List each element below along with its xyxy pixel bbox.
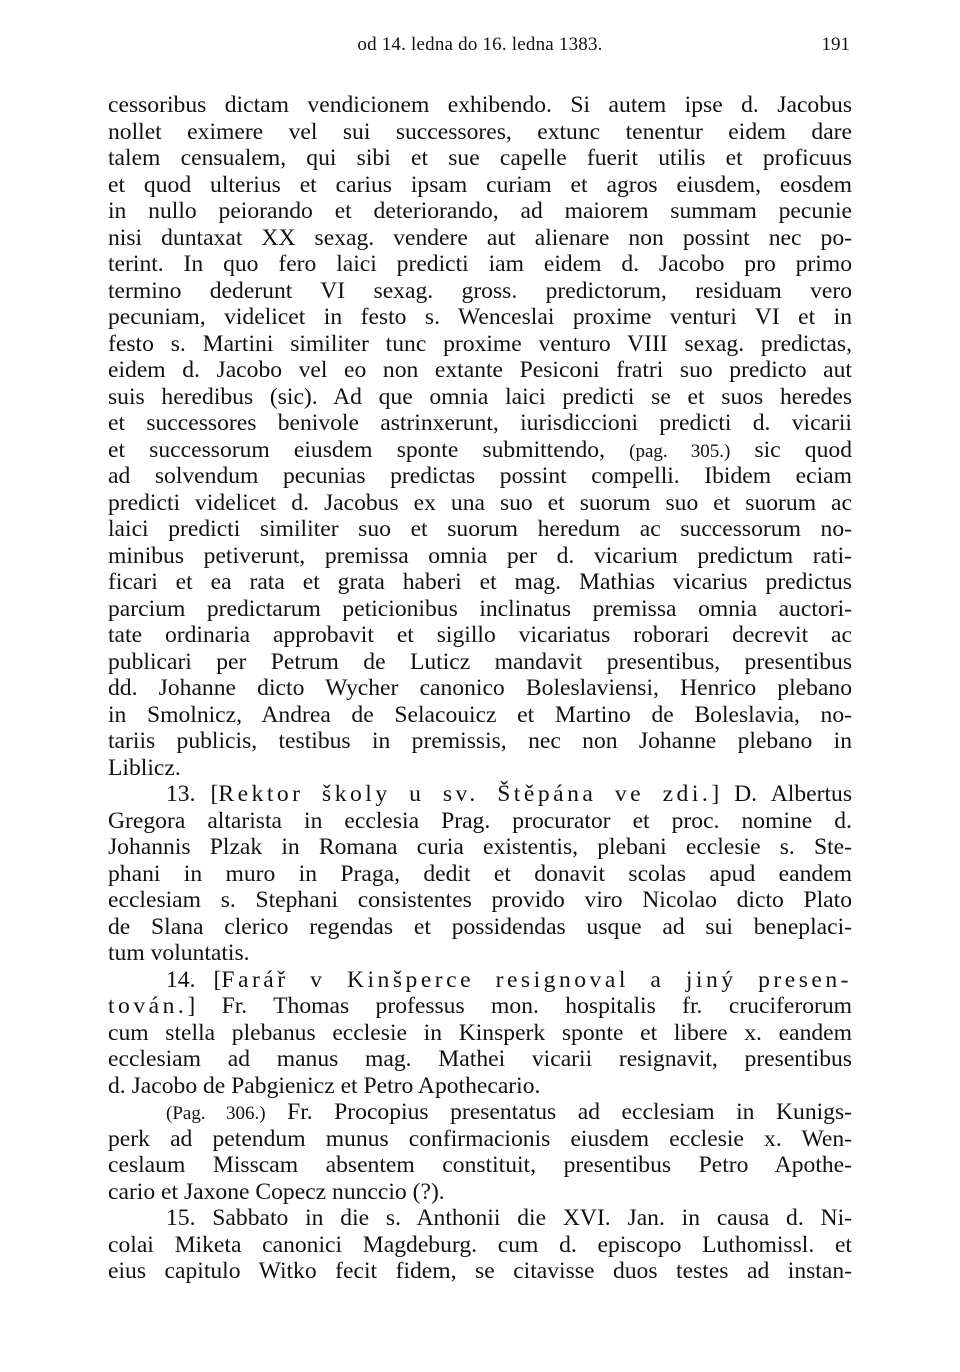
text-line xyxy=(108,437,852,464)
line-text: festo s. Martini similiter tunc proxime venturo VIII sexag. predictas, xyxy=(108,330,852,357)
line-text: ] D. Albertus xyxy=(711,781,852,807)
text-line xyxy=(108,198,852,225)
line-text: et quod ulterius et carius ipsam curiam et agros eiusdem, eosdem xyxy=(108,171,852,198)
line-text: Gregora altarista in ecclesia Prag. procurator et proc. nomine d. xyxy=(108,807,852,834)
text-line xyxy=(108,622,852,649)
text-line xyxy=(108,887,852,914)
text-line xyxy=(108,331,852,358)
spaced-heading: tován. xyxy=(108,993,188,1019)
line-text: predicti videlicet d. Jacobus ex una suo et suorum suo et suorum ac xyxy=(108,489,852,516)
text-line xyxy=(108,463,852,490)
line-text: ceslaum Misscam absentem constituit, presentibus Petro Apothe- xyxy=(108,1152,852,1178)
line-text: ecclesiam ad manus mag. Mathei vicarii resignavit, presentibus xyxy=(108,1046,852,1072)
line-text: parcium predictarum peticionibus inclinatus premissa omnia auctori- xyxy=(108,595,852,622)
line-text: tate ordinaria approbavit et sigillo vicariatus roborari decrevit ac xyxy=(108,622,852,648)
line-text: et successores benivole astrinxerunt, iurisdiccioni predicti d. vicarii xyxy=(108,410,852,436)
text-line xyxy=(108,384,852,411)
line-text: 15. Sabbato in die s. Anthonii die XVI. Jan. in causa d. Ni- xyxy=(166,1205,852,1231)
line-text: d. Jacobo de Pabgienicz et Petro Apothecario. xyxy=(108,1072,541,1099)
text-line xyxy=(108,225,852,252)
text-line xyxy=(108,861,852,888)
line-text: cum stella plebanus ecclesie in Kinsperk sponte et libere x. eandem xyxy=(108,1019,852,1046)
text-line xyxy=(108,1099,852,1126)
line-text: terint. In quo fero laici predicti iam eidem d. Jacobo pro primo xyxy=(108,251,852,277)
page-header xyxy=(108,34,852,62)
text-line xyxy=(108,357,852,384)
line-text: phani in muro in Praga, dedit et donavit scolas apud eandem xyxy=(108,860,852,887)
line-text: Fr. Procopius presentatus ad ecclesiam in Kunigs- xyxy=(265,1099,853,1125)
text-line xyxy=(108,675,852,702)
text-line xyxy=(108,728,852,755)
text-line xyxy=(108,993,852,1020)
line-text: tum voluntatis. xyxy=(108,940,250,966)
text-line xyxy=(108,781,852,808)
text-line xyxy=(108,145,852,172)
body-text xyxy=(108,92,852,1285)
text-line xyxy=(108,649,852,676)
text-line xyxy=(108,92,852,119)
text-line xyxy=(108,119,852,146)
spaced-heading: Rektor školy u sv. Štěpána ve zdi. xyxy=(218,781,712,807)
page-number: 191 xyxy=(821,34,850,55)
line-text: nisi duntaxat XX sexag. vendere aut alienare non possint nec po- xyxy=(108,224,852,251)
text-line xyxy=(108,1258,852,1285)
line-text: 13. [ xyxy=(166,781,219,807)
line-text: cessoribus dictam vendicionem exhibendo. Si autem ipse d. Jacobus xyxy=(108,92,852,118)
line-text: cario et Jaxone Copecz nunccio (?). xyxy=(108,1178,445,1205)
text-line xyxy=(108,1152,852,1179)
line-text: suis heredibus (sic). Ad que omnia laici predicti se et suos heredes xyxy=(108,383,852,410)
text-line xyxy=(108,1205,852,1232)
text-line xyxy=(108,410,852,437)
line-text: sic quod xyxy=(730,436,852,463)
text-line xyxy=(108,940,852,967)
line-text: Liblicz. xyxy=(108,754,181,781)
line-text: in nullo peiorando et deteriorando, ad maiorem summam pecunie xyxy=(108,198,852,224)
text-line xyxy=(108,490,852,517)
text-line xyxy=(108,1232,852,1259)
text-line xyxy=(108,914,852,941)
text-line xyxy=(108,834,852,861)
line-text: pecuniam, videlicet in festo s. Wenceslai proxime venturi VI et in xyxy=(108,304,852,330)
line-text: publicari per Petrum de Luticz mandavit presentibus, presentibus xyxy=(108,648,852,675)
text-line xyxy=(108,304,852,331)
line-text: perk ad petendum munus confirmacionis eiusdem ecclesie x. Wen- xyxy=(108,1125,852,1152)
text-line xyxy=(108,543,852,570)
text-line xyxy=(108,967,852,994)
line-text: dd. Johanne dicto Wycher canonico Boleslaviensi, Henrico plebano xyxy=(108,675,852,701)
line-text: tariis publicis, testibus in premissis, nec non Johanne plebano in xyxy=(108,728,852,754)
line-text: laici predicti similiter suo et suorum heredum ac successorum no- xyxy=(108,516,852,542)
line-text: minibus petiverunt, premissa omnia per d. vicarium predictum rati- xyxy=(108,542,852,569)
line-text: ecclesiam s. Stephani consistentes provido viro Nicolao dicto Plato xyxy=(108,887,852,913)
text-line xyxy=(108,1073,852,1100)
line-text: de Slana clerico regendas et possidendas usque ad sui beneplaci- xyxy=(108,913,852,940)
text-line xyxy=(108,569,852,596)
text-line xyxy=(108,1126,852,1153)
line-text: et successorum eiusdem sponte submittendo, xyxy=(108,436,630,463)
text-line xyxy=(108,1046,852,1073)
spaced-heading: Farář v Kinšperce resignoval a jiný presen- xyxy=(221,966,853,993)
text-line xyxy=(108,172,852,199)
line-text: ad solvendum pecunias predictas possint compelli. Ibidem eciam xyxy=(108,463,852,489)
text-line xyxy=(108,278,852,305)
line-text: in Smolnicz, Andrea de Selacouicz et Martino de Boleslavia, no- xyxy=(108,701,852,728)
line-text: 14. [ xyxy=(166,966,222,993)
text-line xyxy=(108,596,852,623)
text-line xyxy=(108,251,852,278)
line-text: ] Fr. Thomas professus mon. hospitalis fr. cruciferorum xyxy=(187,993,852,1019)
page-reference: (pag. 305.) xyxy=(629,440,731,462)
text-line xyxy=(108,702,852,729)
line-text: Johannis Plzak in Romana curia existentis, plebani ecclesie s. Ste- xyxy=(108,834,852,860)
text-line xyxy=(108,1179,852,1206)
line-text: ficari et ea rata et grata haberi et mag. Mathias vicarius predictus xyxy=(108,569,852,595)
text-line xyxy=(108,808,852,835)
text-line xyxy=(108,755,852,782)
line-text: nollet eximere vel sui successores, extunc tenentur eidem dare xyxy=(108,118,852,145)
text-line xyxy=(108,1020,852,1047)
running-head: od 14. ledna do 16. ledna 1383. xyxy=(357,34,603,55)
text-line xyxy=(108,516,852,543)
line-text: talem censualem, qui sibi et sue capelle fuerit utilis et proficuus xyxy=(108,145,852,171)
page-reference: (Pag. 306.) xyxy=(166,1103,266,1124)
line-text: colai Miketa canonici Magdeburg. cum d. episcopo Luthomissl. et xyxy=(108,1231,852,1258)
line-text: termino dederunt VI sexag. gross. predictorum, residuam vero xyxy=(108,277,852,304)
line-text: eidem d. Jacobo vel eo non extante Pesiconi fratri suo predicto aut xyxy=(108,357,852,383)
line-text: eius capitulo Witko fecit fidem, se citavisse duos testes ad instan- xyxy=(108,1258,852,1284)
